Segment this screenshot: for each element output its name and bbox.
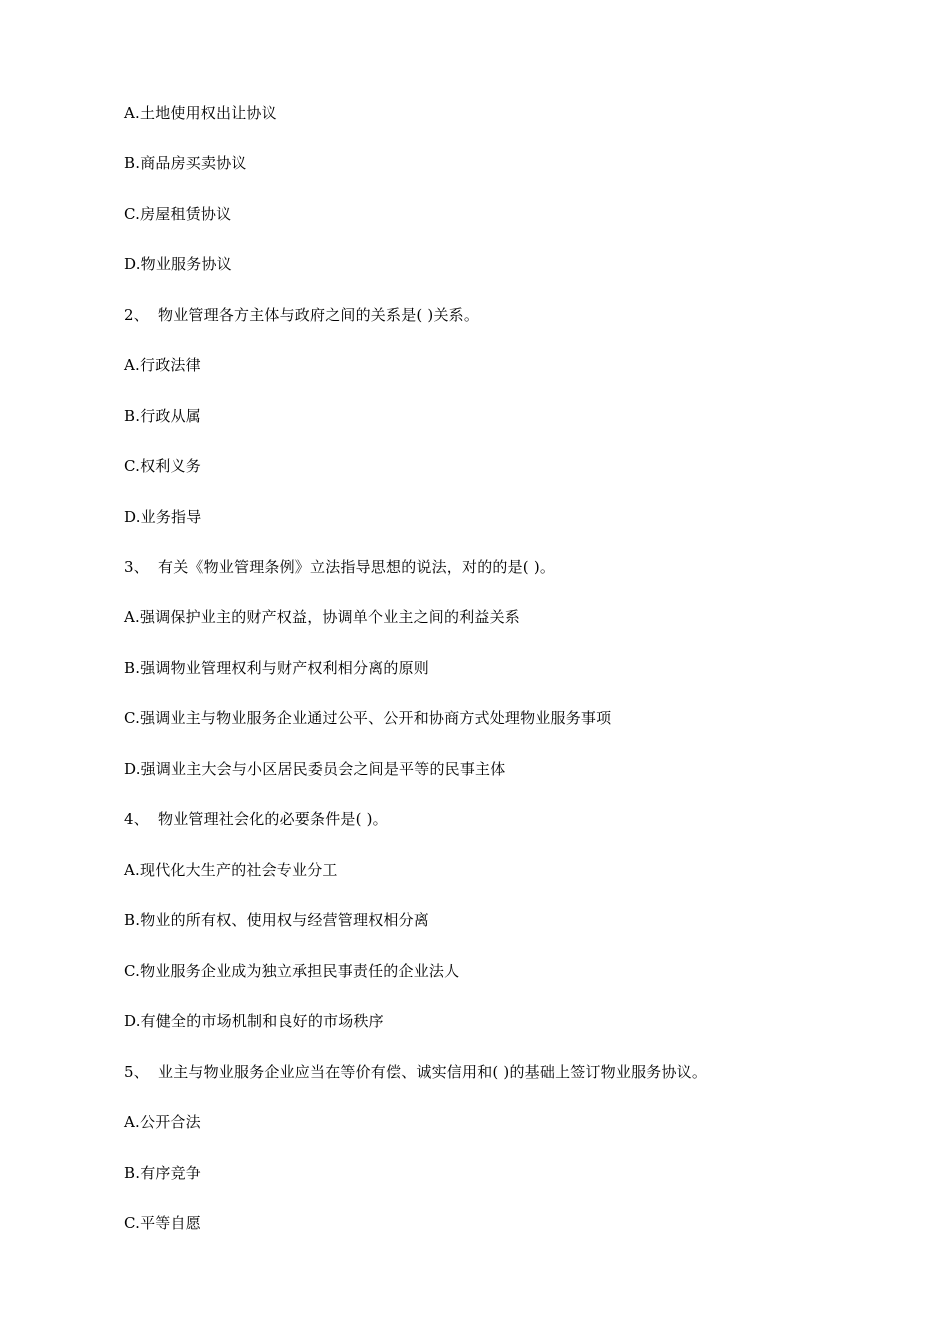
option-q4-a: A.现代化大生产的社会专业分工	[124, 861, 338, 879]
question-3	[124, 557, 555, 577]
question-number: 3、	[124, 558, 149, 576]
option-q4-b: B.物业的所有权、使用权与经营管理权相分离	[124, 911, 429, 929]
question-text: 有关《物业管理条例》立法指导思想的说法，对的的是( )。	[158, 558, 556, 576]
option-q3-d: D.强调业主大会与小区居民委员会之间是平等的民事主体	[124, 760, 506, 778]
question-number: 2、	[124, 306, 149, 324]
option-q3-c: C.强调业主与物业服务企业通过公平、公开和协商方式处理物业服务事项	[124, 709, 612, 727]
option-q5-c: C.平等自愿	[124, 1214, 201, 1232]
option-q4-c: C.物业服务企业成为独立承担民事责任的企业法人	[124, 962, 460, 980]
question-number: 5、	[124, 1063, 149, 1081]
option-q1-b: B.商品房买卖协议	[124, 154, 247, 172]
option-q1-d: D.物业服务协议	[124, 255, 232, 273]
option-q2-c: C.权利义务	[124, 457, 201, 475]
question-number: 4、	[124, 810, 149, 828]
question-text: 物业管理社会化的必要条件是( )。	[158, 810, 388, 828]
option-q3-a: A.强调保护业主的财产权益，协调单个业主之间的利益关系	[124, 608, 521, 626]
option-q3-b: B.强调物业管理权利与财产权利相分离的原则	[124, 659, 429, 677]
question-text: 物业管理各方主体与政府之间的关系是( )关系。	[158, 306, 480, 324]
option-q4-d: D.有健全的市场机制和良好的市场秩序	[124, 1012, 384, 1030]
option-q5-b: B.有序竞争	[124, 1164, 201, 1182]
option-q2-b: B.行政从属	[124, 407, 201, 425]
question-2	[124, 305, 479, 325]
question-text: 业主与物业服务企业应当在等价有偿、诚实信用和( )的基础上签订物业服务协议。	[158, 1063, 708, 1081]
question-4	[124, 809, 388, 829]
option-q1-a: A.土地使用权出让协议	[124, 104, 277, 122]
option-q2-d: D.业务指导	[124, 508, 202, 526]
option-q2-a: A.行政法律	[124, 356, 201, 374]
question-5	[124, 1062, 707, 1082]
option-q1-c: C.房屋租赁协议	[124, 205, 232, 223]
option-q5-a: A.公开合法	[124, 1113, 201, 1131]
